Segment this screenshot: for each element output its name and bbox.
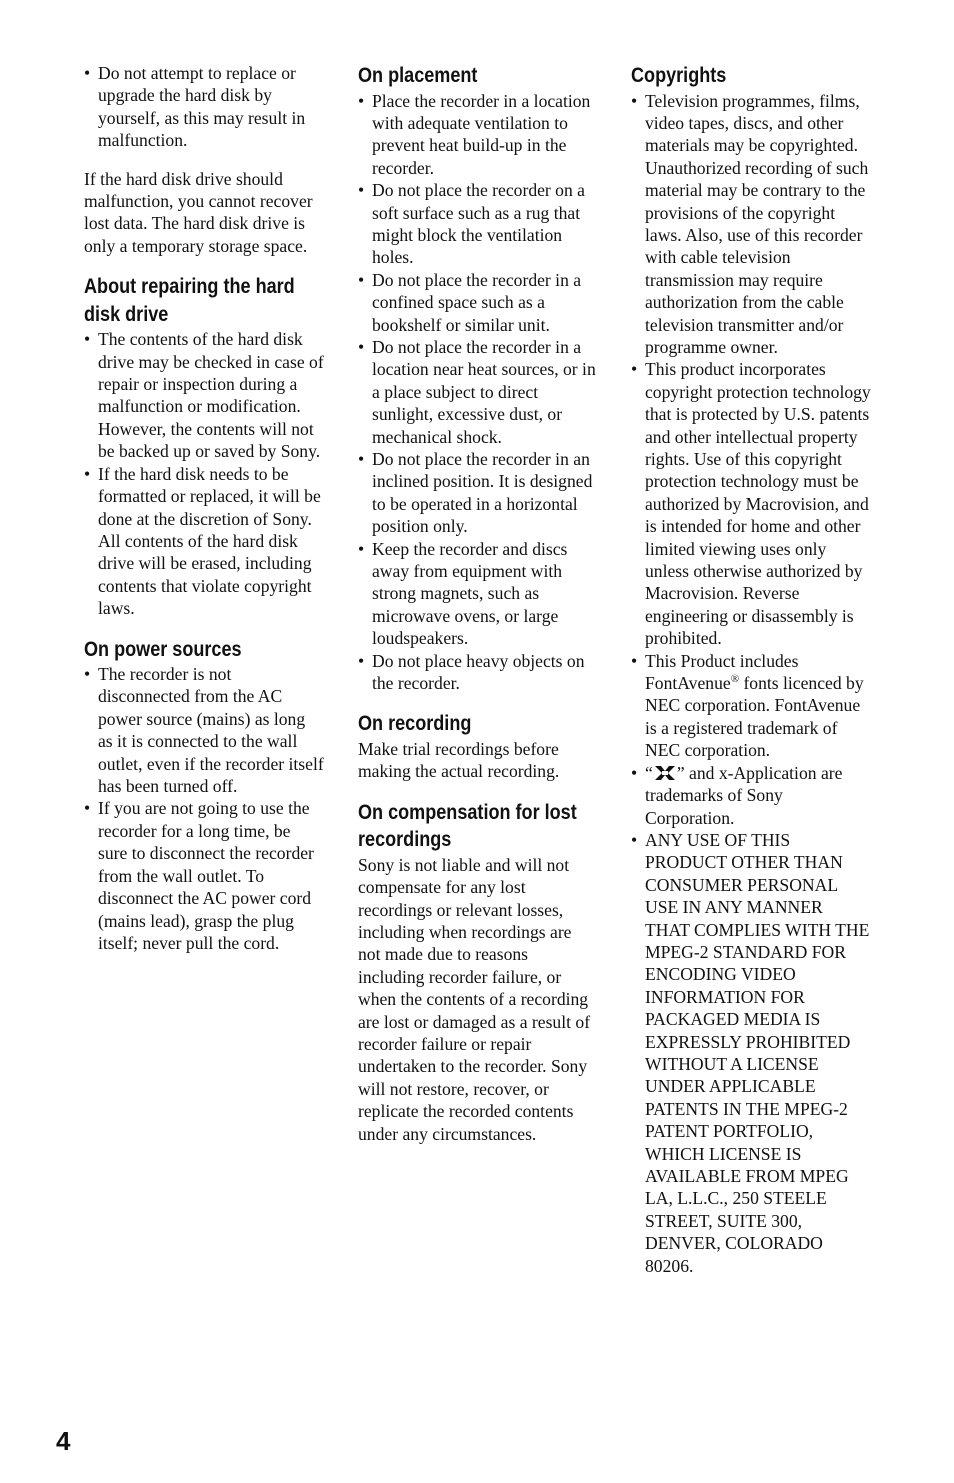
intro-bullet: • Do not attempt to replace or upgrade the hard disk by yourself, as this may result in malfunction. bbox=[84, 62, 324, 152]
copyrights-heading: Copyrights bbox=[631, 64, 727, 87]
intro-paragraph: If the hard disk drive should malfunction, you cannot recover lost data. The hard disk drive is only a temporary storage space. bbox=[84, 168, 313, 256]
column-middle bbox=[358, 62, 598, 1145]
copyrights-bullet: • Television programmes, films, video tapes, discs, and other materials may be copyrighted. Unauthorized recording of such material may be contrary to the provisions of the copyright laws. Also, use of this recorder with cable television transmission may require authorization from the cable television transmitter and/or programme owner. bbox=[631, 90, 871, 359]
copyrights-bullet-mpeg: • ANY USE OF THIS PRODUCT OTHER THAN CONSUMER PERSONAL USE IN ANY MANNER THAT COMPLIES WITH THE MPEG-2 STANDARD FOR ENCODING VIDEO INFORMATION FOR PACKAGED MEDIA IS EXPRESSLY PROHIBITED WITHOUT A LICENSE UNDER APPLICABLE PATENTS IN THE MPEG-2 PATENT PORTFOLIO, WHICH LICENSE IS AVAILABLE FROM MPEG LA, L.L.C., 250 STEELE STREET, SUITE 300, DENVER, COLORADO 80206. bbox=[631, 829, 871, 1277]
page-number: 4 bbox=[56, 1426, 71, 1456]
placement-bullet: • Do not place the recorder in a location near heat sources, or in a place subject to direct sunlight, excessive dust, or mechanical shock. bbox=[358, 336, 598, 448]
power-bullet: • The recorder is not disconnected from the AC power source (mains) as long as it is connected to the wall outlet, even if the recorder itself has been turned off. bbox=[84, 663, 324, 797]
trademark-text: ” and x-Application are trademarks of Sony Corporation. bbox=[645, 762, 843, 828]
fontavenue-text: This Product includes FontAvenue bbox=[645, 650, 799, 694]
placement-bullet: • Do not place the recorder in a confined space such as a bookshelf or similar unit. bbox=[358, 269, 598, 336]
open-quote: “ bbox=[645, 762, 653, 783]
copyrights-bullet-trademark bbox=[631, 762, 871, 829]
placement-bullet-list bbox=[358, 90, 598, 695]
repair-bullet-list bbox=[84, 328, 324, 619]
repair-heading: About repairing the hard disk drive bbox=[84, 275, 295, 326]
placement-bullet: • Do not place heavy objects on the recorder. bbox=[358, 650, 598, 695]
registered-mark: ® bbox=[730, 673, 740, 686]
copyrights-bullet-list bbox=[631, 90, 871, 1278]
placement-bullet: • Do not place the recorder in an inclined position. It is designed to be operated in a horizontal position only. bbox=[358, 448, 598, 538]
recording-paragraph: Make trial recordings before making the actual recording. bbox=[358, 738, 560, 782]
repair-bullet: • The contents of the hard disk drive may be checked in case of repair or inspection during a malfunction or modification. However, the contents will not be backed up or saved by Sony. bbox=[84, 328, 324, 462]
intro-bullet-list bbox=[84, 62, 324, 152]
placement-bullet: • Place the recorder in a location with adequate ventilation to prevent heat build-up in the recorder. bbox=[358, 90, 598, 180]
placement-heading: On placement bbox=[358, 64, 478, 87]
compensation-paragraph: Sony is not liable and will not compensate for any lost recordings or relevant losses, including when recordings are not made due to reasons including recorder failure, or when the contents of a recording are lost or damaged as a result of recorder failure or repair undertaken to the recorder. Sony will not restore, recover, or replicate the recorded contents under any circumstances. bbox=[358, 854, 591, 1144]
copyrights-bullet: • This product incorporates copyright protection technology that is protected by U.S. patents and other intellectual property rights. Use of this copyright protection technology must be authorized by Macrovision, and is intended for home and other limited viewing uses only unless otherwise authorized by Macrovision. Reverse engineering or disassembly is prohibited. bbox=[631, 358, 871, 649]
power-bullet-list bbox=[84, 663, 324, 954]
recording-heading: On recording bbox=[358, 712, 472, 736]
placement-bullet: • Do not place the recorder on a soft surface such as a rug that might block the ventilation holes. bbox=[358, 179, 598, 269]
column-left bbox=[84, 62, 324, 954]
power-heading: On power sources bbox=[84, 637, 242, 661]
xmb-logo-icon bbox=[653, 764, 677, 782]
placement-bullet: • Keep the recorder and discs away from equipment with strong magnets, such as microwave ovens, or large loudspeakers. bbox=[358, 538, 598, 650]
copyrights-bullet-fontavenue bbox=[631, 650, 871, 762]
fontavenue-text-rest: fonts licenced by NEC corporation. FontAvenue is a registered trademark of NEC corporation. bbox=[645, 673, 864, 761]
compensation-heading: On compensation for lost recordings bbox=[358, 800, 577, 852]
column-right bbox=[631, 62, 871, 1277]
repair-bullet: • If the hard disk needs to be formatted or replaced, it will be done at the discretion of Sony. All contents of the hard disk drive will be erased, including contents that violate copyright laws. bbox=[84, 463, 324, 620]
power-bullet: • If you are not going to use the recorder for a long time, be sure to disconnect the recorder from the wall outlet. To disconnect the AC power cord (mains lead), grasp the plug itself; never pull the cord. bbox=[84, 797, 324, 954]
